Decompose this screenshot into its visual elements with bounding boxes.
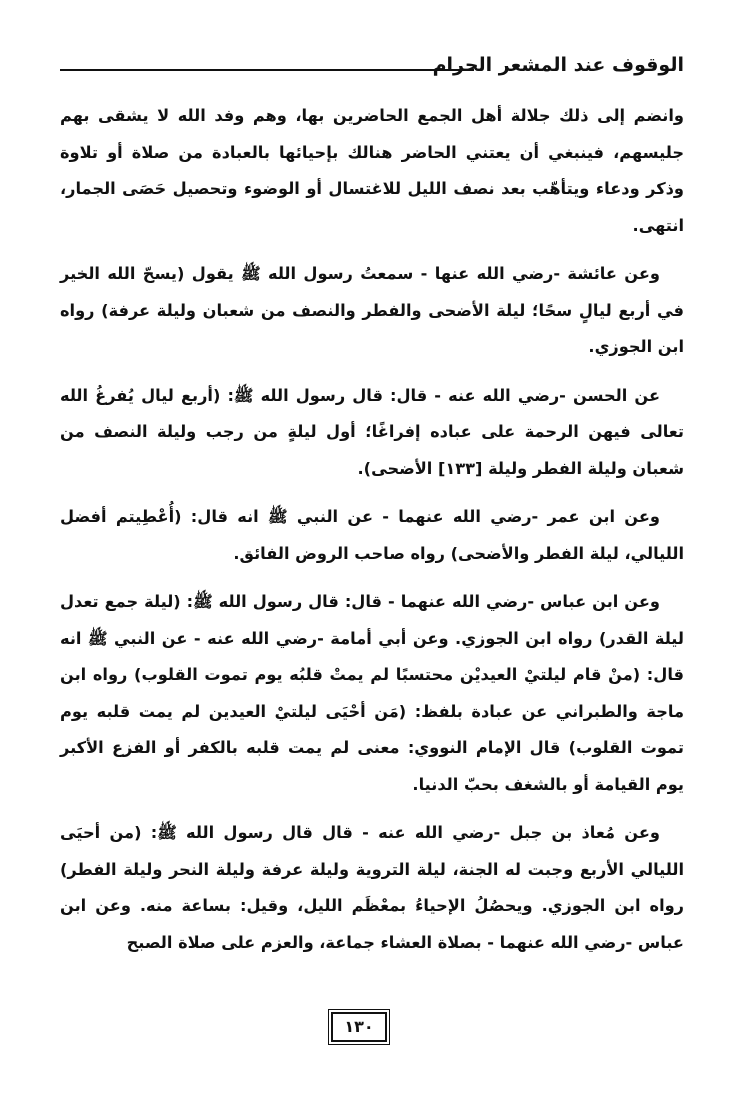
paragraph-4: وعن ابن عمر -رضي الله عنهما - عن النبي ﷺ انه قال: (أُعْطِيتم أفضل الليالي، ليلة الفطر والأضحى) رواه صاحب الروض الفائق. — [60, 507, 684, 563]
paragraph-1: وانضم إلى ذلك جلالة أهل الجمع الحاضرين بها، وهم وفد الله لا يشقى بهم جليسهم، فينبغي أن يعتني الحاضر هنالك بإحيائها بالعبادة من صلاة أو تلاوة وذكر ودعاء ويتأهّب بعد نصف الليل للاغتسال أو الوضوء وتحصيل حَصَى الجمار، انتهى. — [60, 106, 684, 235]
page-number: ١٣٠ — [331, 1012, 387, 1042]
paragraph-5: وعن ابن عباس -رضي الله عنهما - قال: قال رسول الله ﷺ: (ليلة جمع تعدل ليلة القدر) رواه ابن الجوزي. وعن أبي أمامة -رضي الله عنه - عن النبي ﷺ انه قال: (منْ قام ليلتيْ العيديْن محتسبًا لم يمتْ قلبُه يوم تموت القلوب) رواه ابن ماجة والطبراني عن عبادة بلفظ: (مَن أحْيَى ليلتيْ العيدين لم يمت قلبه يوم تموت القلوب) قال الإمام النووي: معنى لم يمت قلبه بالكفر أو الفزع الأكبر يوم القيامة أو بالشغف بحبّ الدنيا. — [60, 592, 684, 794]
paragraph-6: وعن مُعاذ بن جبل -رضي الله عنه - قال قال رسول الله ﷺ: (من أحيَى الليالي الأربع وجبت له الجنة، ليلة التروية وليلة عرفة وليلة النحر وليلة الفطر) رواه ابن الجوزي. ويحصُلُ الإحياءُ بمعْظَم الليل، وقيل: بساعة منه. وعن ابن عباس -رضي الله عنهما - بصلاة العشاء جماعة، والعزم على صلاة الصبح — [60, 823, 684, 952]
header-rule — [60, 69, 474, 71]
paragraph-3: عن الحسن -رضي الله عنه - قال: قال رسول الله ﷺ: (أربع ليال يُفرغُ الله تعالى فيهن الرحمة على عباده إفراغًا؛ أول ليلةٍ من رجب وليلة النصف من شعبان وليلة الفطر وليلة [١٣٣] الأضحى). — [60, 385, 684, 478]
page-body — [60, 98, 684, 973]
header-title: الوقوف عند المشعر الحرام — [432, 54, 684, 76]
running-header — [60, 50, 684, 82]
paragraph-2: وعن عائشة -رضي الله عنها - سمعتُ رسول الله ﷺ يقول (يسحّ الله الخير في أربع ليالٍ سحًا؛ ليلة الأضحى والفطر والنصف من شعبان وليلة عرفة) رواه ابن الجوزي. — [60, 264, 684, 356]
